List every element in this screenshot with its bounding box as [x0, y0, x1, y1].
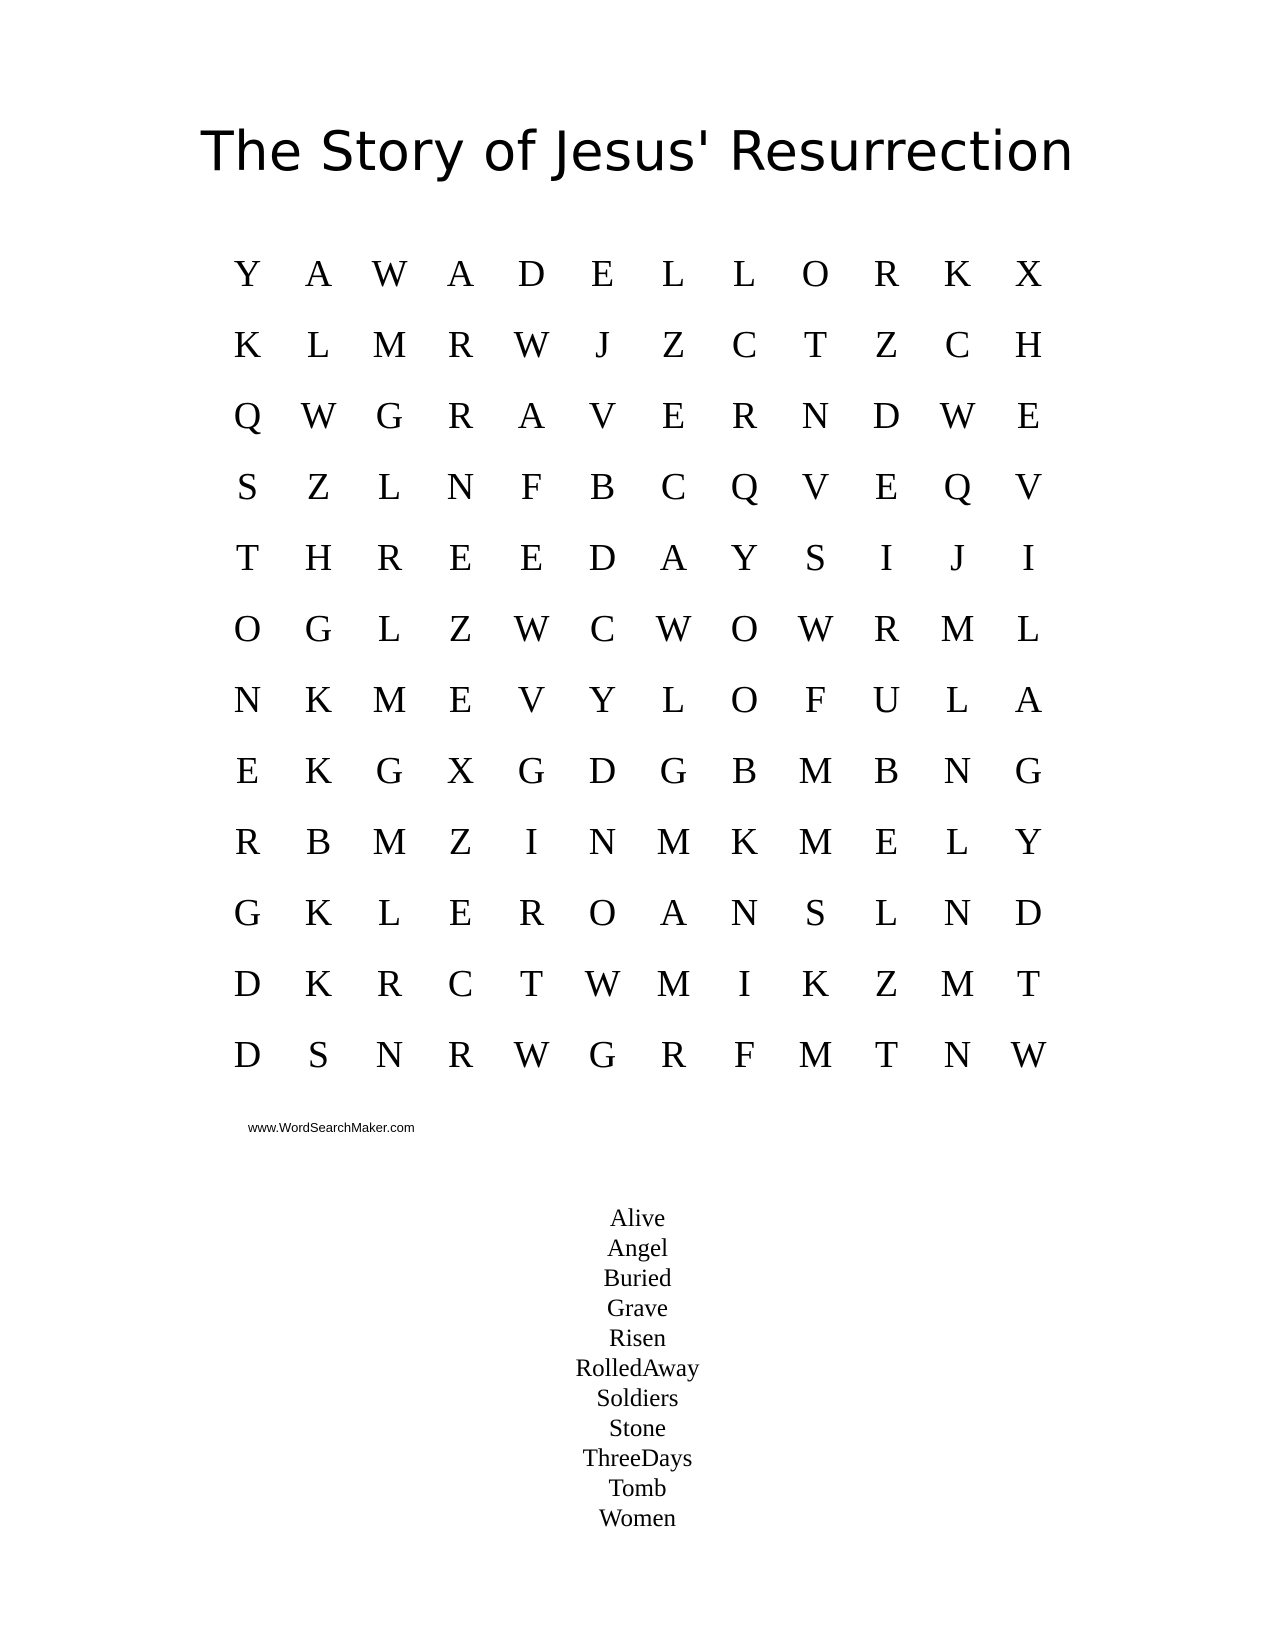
grid-letter: Y — [1014, 820, 1043, 863]
grid-letter: V — [1014, 465, 1043, 508]
grid-letter: G — [588, 1033, 617, 1076]
grid-letter: O — [588, 891, 617, 934]
word-list-item: ThreeDays — [582, 1445, 693, 1472]
grid-letter: K — [943, 252, 972, 295]
grid-letter: S — [804, 536, 827, 579]
grid-letter: D — [588, 536, 617, 579]
grid-letter: F — [520, 465, 543, 508]
grid-letter: R — [376, 536, 403, 579]
grid-letter: R — [376, 962, 403, 1005]
grid-letter: W — [513, 1033, 550, 1076]
grid-letter: W — [655, 607, 692, 650]
grid-letter: K — [304, 891, 333, 934]
grid-letter: W — [513, 323, 550, 366]
grid-letter: K — [801, 962, 830, 1005]
grid-letter: K — [233, 323, 262, 366]
grid-letter: J — [595, 323, 610, 366]
grid-letter: J — [950, 536, 965, 579]
grid-letter: L — [945, 678, 970, 721]
grid-letter: E — [874, 820, 899, 863]
grid-letter: D — [1014, 891, 1043, 934]
grid-letter: C — [589, 607, 616, 650]
grid-letter: F — [733, 1033, 756, 1076]
grid-letter: E — [874, 465, 899, 508]
grid-letter: Y — [730, 536, 759, 579]
grid-letter: M — [372, 678, 407, 721]
grid-letter: Z — [874, 323, 899, 366]
grid-letter: B — [873, 749, 900, 792]
grid-letter: U — [872, 678, 901, 721]
grid-letter: N — [801, 394, 830, 437]
grid-letter: I — [525, 820, 538, 863]
grid-letter: N — [446, 465, 475, 508]
grid-letter: Z — [874, 962, 899, 1005]
word-list-item: Women — [598, 1505, 677, 1532]
grid-letter: N — [943, 749, 972, 792]
grid-letter: N — [375, 1033, 404, 1076]
grid-letter: Y — [233, 252, 262, 295]
grid-letter: O — [730, 607, 759, 650]
word-list-item: Soldiers — [596, 1385, 679, 1412]
grid-letter: B — [305, 820, 332, 863]
grid-letter: N — [943, 891, 972, 934]
grid-letter: R — [447, 394, 474, 437]
grid-letter: G — [517, 749, 546, 792]
grid-letter: Z — [661, 323, 686, 366]
grid-letter: M — [656, 820, 691, 863]
grid-letter: O — [730, 678, 759, 721]
grid-letter: I — [738, 962, 751, 1005]
grid-letter: B — [731, 749, 758, 792]
grid-letter: R — [873, 607, 900, 650]
grid-letter: L — [377, 465, 402, 508]
grid-letter: G — [233, 891, 262, 934]
grid-letter: L — [661, 252, 686, 295]
word-search-grid — [212, 238, 1064, 1090]
grid-letter: L — [874, 891, 899, 934]
grid-letter: R — [234, 820, 261, 863]
grid-letter: Z — [448, 820, 473, 863]
grid-letter: R — [660, 1033, 687, 1076]
grid-letter: V — [801, 465, 830, 508]
word-list-item: Stone — [609, 1415, 666, 1442]
grid-letter: A — [659, 536, 688, 579]
grid-letter: M — [372, 820, 407, 863]
grid-letter: L — [945, 820, 970, 863]
grid-letter: G — [375, 749, 404, 792]
grid-letter: N — [233, 678, 262, 721]
grid-letter: L — [1016, 607, 1041, 650]
grid-letter: R — [447, 1033, 474, 1076]
grid-letter: S — [236, 465, 259, 508]
grid-letter: L — [377, 607, 402, 650]
grid-letter: S — [307, 1033, 330, 1076]
word-list-item: Alive — [609, 1205, 666, 1232]
grid-letter: A — [446, 252, 475, 295]
grid-letter: T — [874, 1033, 899, 1076]
grid-letter: K — [304, 962, 333, 1005]
grid-letter: R — [873, 252, 900, 295]
grid-letter: C — [731, 323, 758, 366]
grid-letter: C — [660, 465, 687, 508]
grid-letter: B — [589, 465, 616, 508]
grid-letter: T — [519, 962, 544, 1005]
grid-letter: A — [304, 252, 333, 295]
grid-letter: X — [446, 749, 475, 792]
grid-letter: C — [944, 323, 971, 366]
grid-letter: Q — [730, 465, 759, 508]
word-list-item: Grave — [606, 1295, 669, 1322]
grid-letter: A — [1014, 678, 1043, 721]
grid-letter: L — [377, 891, 402, 934]
grid-letter: Q — [233, 394, 262, 437]
grid-letter: H — [304, 536, 333, 579]
grid-letter: I — [880, 536, 893, 579]
grid-letter: L — [306, 323, 331, 366]
grid-letter: M — [372, 323, 407, 366]
grid-letter: E — [448, 536, 473, 579]
grid-letter: Z — [448, 607, 473, 650]
grid-letter: W — [939, 394, 976, 437]
grid-letter: C — [447, 962, 474, 1005]
grid-letter: R — [518, 891, 545, 934]
grid-letter: R — [447, 323, 474, 366]
grid-letter: D — [233, 1033, 262, 1076]
grid-letter: V — [517, 678, 546, 721]
word-list-item: Tomb — [608, 1475, 667, 1502]
source-watermark: www.WordSearchMaker.com — [248, 1120, 415, 1135]
grid-letter: M — [798, 749, 833, 792]
word-list-item: Angel — [606, 1235, 669, 1262]
word-list — [0, 1204, 1275, 1534]
grid-letter: K — [304, 749, 333, 792]
grid-letter: W — [584, 962, 621, 1005]
grid-letter: G — [304, 607, 333, 650]
grid-letter: E — [448, 891, 473, 934]
grid-letter: A — [517, 394, 546, 437]
grid-letter: N — [943, 1033, 972, 1076]
grid-letter: H — [1014, 323, 1043, 366]
grid-letter: M — [940, 607, 975, 650]
grid-letter: N — [588, 820, 617, 863]
grid-letter: O — [233, 607, 262, 650]
word-list-item: Risen — [609, 1325, 666, 1352]
grid-letter: W — [300, 394, 337, 437]
grid-letter: M — [656, 962, 691, 1005]
grid-letter: Z — [306, 465, 331, 508]
grid-letter: G — [1014, 749, 1043, 792]
grid-letter: E — [235, 749, 260, 792]
word-list-item: Buried — [603, 1265, 672, 1292]
grid-letter: T — [803, 323, 828, 366]
grid-letter: W — [371, 252, 408, 295]
grid-letter: T — [1016, 962, 1041, 1005]
grid-letter: S — [804, 891, 827, 934]
grid-letter: X — [1014, 252, 1043, 295]
grid-letter: D — [233, 962, 262, 1005]
grid-letter: K — [304, 678, 333, 721]
grid-letter: Q — [943, 465, 972, 508]
grid-letter: O — [801, 252, 830, 295]
grid-letter: E — [448, 678, 473, 721]
grid-letter: N — [730, 891, 759, 934]
grid-letter: L — [732, 252, 757, 295]
grid-letter: G — [375, 394, 404, 437]
grid-letter: T — [235, 536, 260, 579]
grid-letter: R — [731, 394, 758, 437]
grid-letter: L — [661, 678, 686, 721]
grid-letter: D — [517, 252, 546, 295]
grid-letter: G — [659, 749, 688, 792]
grid-letter: A — [659, 891, 688, 934]
grid-letter: E — [661, 394, 686, 437]
grid-letter: M — [940, 962, 975, 1005]
grid-letter: W — [797, 607, 834, 650]
grid-letter: E — [519, 536, 544, 579]
grid-letter: W — [1010, 1033, 1047, 1076]
grid-letter: I — [1022, 536, 1035, 579]
grid-letter: D — [588, 749, 617, 792]
grid-letter: V — [588, 394, 617, 437]
grid-letter: E — [1016, 394, 1041, 437]
grid-letter: E — [590, 252, 615, 295]
page-title: The Story of Jesus' Resurrection — [200, 120, 1075, 183]
grid-letter: K — [730, 820, 759, 863]
grid-letter: Y — [588, 678, 617, 721]
grid-letter: W — [513, 607, 550, 650]
grid-letter: M — [798, 820, 833, 863]
grid-letter: D — [872, 394, 901, 437]
grid-letter: F — [804, 678, 827, 721]
grid-letter: M — [798, 1033, 833, 1076]
word-list-item: RolledAway — [575, 1355, 700, 1382]
